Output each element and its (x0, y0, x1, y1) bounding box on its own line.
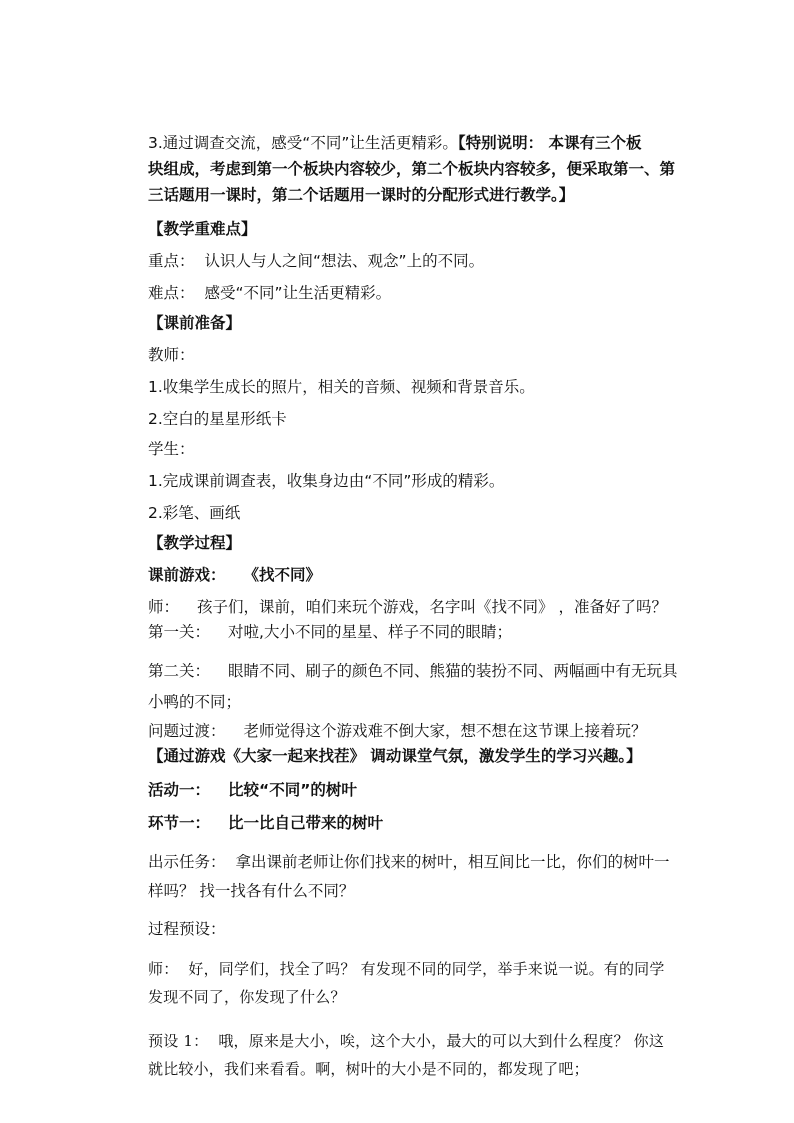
teacher-2-label: 师： (148, 960, 179, 978)
preset-1-line (148, 1030, 678, 1052)
activity-1-title: 比较“不同”的树叶 (228, 781, 357, 799)
level-1-label: 第一关： (148, 623, 211, 641)
teacher-prep-item: 2.空白的星星形纸卡 (148, 410, 287, 428)
process-heading: 【教学过程】 (148, 534, 242, 552)
teacher-2-text: 好，同学们，找全了吗？ 有发现不同的同学，举手来说一说。有的同学 (188, 960, 665, 978)
key-points-heading: 【教学重难点】 (148, 220, 257, 238)
preset-1-text: 哦，原来是大小，唉，这个大小，最大的可以大到什么程度？ 你这 (218, 1032, 665, 1050)
special-note-start: 【特别说明： 本课有三个板 (457, 134, 642, 152)
game-note: 【通过游戏《大家一起来找茬》 调动课堂气氛，激发学生的学习兴趣。】 (148, 747, 642, 765)
student-prep-item: 1.完成课前调查表，收集身边由“不同”形成的精彩。 (148, 472, 505, 490)
transition-line (148, 720, 678, 742)
level-2-line (148, 660, 678, 682)
teacher-line (148, 596, 678, 618)
warmup-title: 《找不同》 (243, 566, 322, 584)
task-label: 出示任务： (148, 853, 226, 871)
student-prep-item: 2.彩笔、画纸 (148, 504, 241, 522)
activity-1-line (148, 779, 678, 801)
teacher-prep-item: 1.收集学生成长的照片，相关的音频、视频和背景音乐。 (148, 378, 535, 396)
teacher-label: 师： (148, 598, 180, 616)
teacher-prep-label: 教师： (148, 346, 195, 364)
activity-1-label: 活动一： (148, 781, 211, 799)
focus-line (148, 250, 678, 272)
student-prep-label: 学生： (148, 440, 195, 458)
level-2-label: 第二关： (148, 662, 211, 680)
focus-label: 重点： (148, 252, 195, 270)
task-text: 拿出课前老师让你们找来的树叶，相互间比一比，你们的树叶一 (235, 853, 670, 871)
level-1-text: 对啦,大小不同的星星、样子不同的眼睛； (228, 623, 512, 641)
warmup-line (148, 564, 678, 586)
preset-heading: 过程预设： (148, 920, 226, 938)
transition-label: 问题过渡： (148, 722, 226, 740)
difficulty-text: 感受“不同”让生活更精彩。 (204, 284, 392, 302)
preparation-heading: 【课前准备】 (148, 314, 242, 332)
level-2-text: 眼睛不同、刷子的颜色不同、熊猫的装扮不同、两幅画中有无玩具 (228, 662, 678, 680)
goal-3-line (148, 132, 678, 154)
task-line (148, 851, 678, 873)
level-2-continuation: 小鸭的不同； (148, 693, 242, 711)
task-continuation: 样吗？ 找一找各有什么不同？ (148, 882, 355, 900)
preset-1-label: 预设 1： (148, 1032, 209, 1050)
goal-3-text: 3.通过调查交流，感受“不同”让生活更精彩。 (148, 134, 458, 152)
special-note-line-3: 三话题用一课时，第二个话题用一课时的分配形式进行教学。】 (148, 186, 575, 204)
difficulty-line (148, 282, 678, 304)
step-1-line (148, 812, 678, 834)
preset-1-continuation: 就比较小，我们来看看。啊，树叶的大小是不同的，都发现了吧； (148, 1060, 589, 1078)
teacher-2-continuation: 发现不同了，你发现了什么？ (148, 988, 346, 1006)
step-1-title: 比一比自己带来的树叶 (228, 814, 384, 832)
teacher-2-line (148, 958, 678, 980)
warmup-label: 课前游戏： (148, 566, 226, 584)
focus-text: 认识人与人之间“想法、观念”上的不同。 (204, 252, 485, 270)
difficulty-label: 难点： (148, 284, 195, 302)
special-note-line-2: 块组成，考虑到第一个板块内容较少，第二个板块内容较多，便采取第一、第 (148, 160, 676, 178)
step-1-label: 环节一： (148, 814, 211, 832)
teacher-text: 孩子们，课前，咱们来玩个游戏，名字叫《找不同》 ，准备好了吗？ (197, 598, 667, 616)
level-1-line (148, 621, 678, 643)
transition-text: 老师觉得这个游戏难不倒大家，想不想在这节课上接着玩？ (243, 722, 647, 740)
